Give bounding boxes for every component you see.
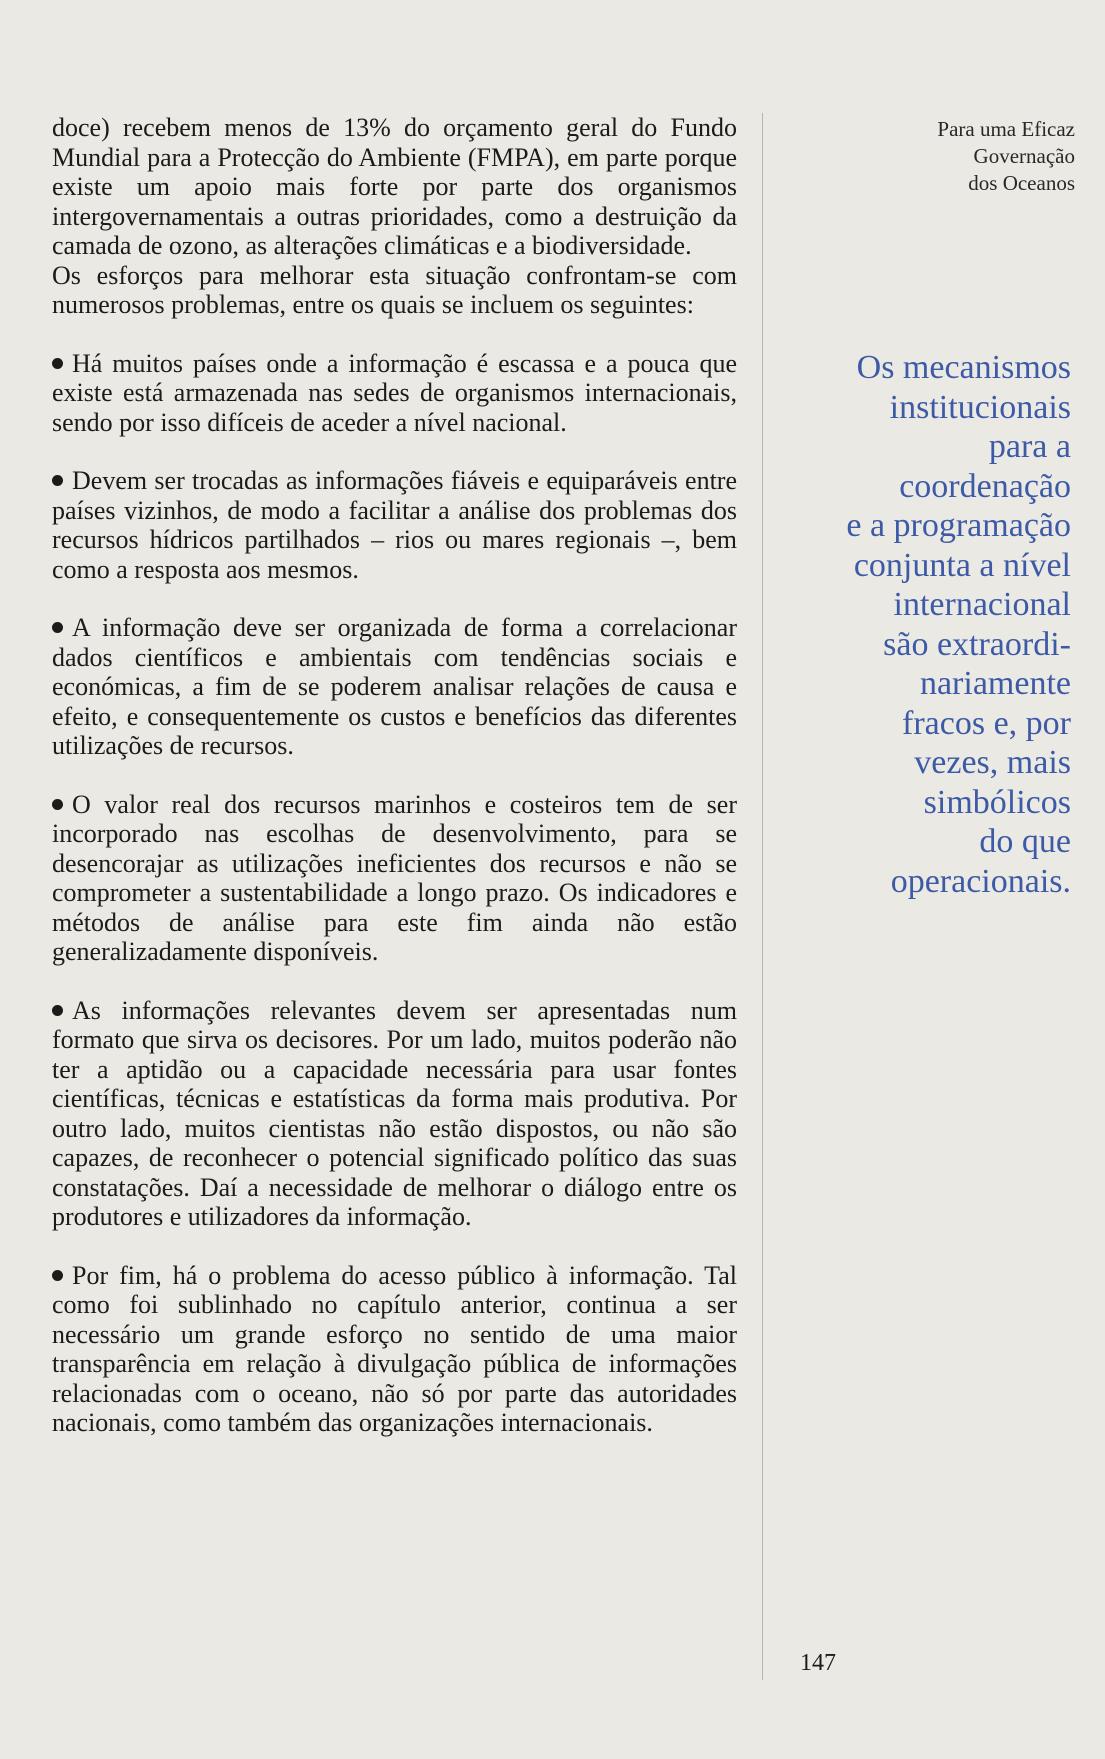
bullet-dot-icon bbox=[52, 1005, 63, 1016]
pull-quote-line: internacional bbox=[893, 586, 1071, 623]
pull-quote-line: e a programação bbox=[846, 507, 1071, 544]
bullet-dot-icon bbox=[52, 1270, 63, 1281]
paragraph-intro-problems: Os esforços para melhorar esta situação confrontam-se com numerosos problemas, entre os quais se incluem os seguintes: bbox=[52, 260, 737, 319]
paragraph-continuation: doce) recebem menos de 13% do orçamento geral do Fundo Mundial para a Protecção do Ambiente (FMPA), em parte porque existe um apoio mais forte por parte dos organismos intergovernamentais a outras prioridades, como a destruição da camada de ozono, as alterações climáticas e a biodiversidade. bbox=[52, 113, 737, 260]
pull-quote-line: simbólicos bbox=[923, 783, 1071, 821]
pull-quote-line: para a bbox=[988, 428, 1071, 465]
pull-quote-line: operacionais. bbox=[890, 862, 1071, 900]
pull-quote bbox=[771, 348, 1071, 901]
running-head-line: Governação bbox=[973, 144, 1075, 168]
bullet-item: As informações relevantes devem ser apresentadas num formato que sirva os decisores. Por um lado, muitos poderão não ter a aptidão ou a capacidade necessária para usar fontes científicas, técnicas e estatísticas da forma mais produtiva. Por outro lado, muitos cientistas não estão dispostos, ou não são capazes, de reconhecer o potencial significado político das suas constatações. Daí a necessidade de melhorar o diálogo entre os produtores e utilizadores da informação. bbox=[52, 995, 737, 1231]
pull-quote-line: coordenação bbox=[899, 467, 1071, 505]
pull-quote-line: vezes, mais bbox=[914, 744, 1071, 781]
running-head bbox=[835, 116, 1075, 197]
pull-quote-line: do que bbox=[979, 823, 1071, 860]
bullet-item: O valor real dos recursos marinhos e costeiros tem de ser incorporado nas escolhas de desenvolvimento, para se desencorajar as utilizações ineficientes dos recursos e não se comprometer a sustentabilidade a longo prazo. Os indicadores e métodos de análise para este fim ainda não estão generalizadamente disponíveis. bbox=[52, 789, 737, 966]
pull-quote-line: são extraordi- bbox=[883, 625, 1071, 663]
running-head-line: Para uma Eficaz bbox=[937, 117, 1075, 141]
bullet-item: A informação deve ser organizada de forma a correlacionar dados científicos e ambientais com tendências sociais e económicas, a fim de se poderem analisar relações de causa e efeito, e consequentemente os custos e benefícios das diferentes utilizações de recursos. bbox=[52, 613, 737, 760]
main-text-column bbox=[52, 113, 737, 1438]
pull-quote-line: nariamente bbox=[919, 665, 1071, 702]
bullet-dot-icon bbox=[52, 799, 63, 810]
bullet-dot-icon bbox=[52, 358, 63, 369]
running-head-line: dos Oceanos bbox=[968, 171, 1075, 195]
pull-quote-line: fracos e, por bbox=[902, 704, 1071, 742]
pull-quote-line: Os mecanismos bbox=[856, 349, 1071, 386]
bullet-item: Por fim, há o problema do acesso público à informação. Tal como foi sublinhado no capítulo anterior, continua a ser necessário um grande esforço no sentido de uma maior transparência em relação à divulgação pública de informações relacionadas com o oceano, não só por parte das autoridades nacionais, como também das organizações internacionais. bbox=[52, 1260, 737, 1437]
bullet-dot-icon bbox=[52, 622, 63, 633]
bullet-item: Devem ser trocadas as informações fiáveis e equiparáveis entre países vizinhos, de modo a facilitar a análise dos problemas dos recursos hídricos partilhados – rios ou mares regionais –, bem como a resposta aos mesmos. bbox=[52, 466, 737, 584]
bullet-dot-icon bbox=[52, 475, 63, 486]
pull-quote-line: conjunta a nível bbox=[853, 546, 1071, 584]
column-divider bbox=[762, 113, 763, 1680]
pull-quote-line: institucionais bbox=[889, 388, 1071, 426]
page-number: 147 bbox=[800, 1650, 836, 1676]
bullet-item: Há muitos países onde a informação é escassa e a pouca que existe está armazenada nas sedes de organismos internacionais, sendo por isso difíceis de aceder a nível nacional. bbox=[52, 348, 737, 437]
